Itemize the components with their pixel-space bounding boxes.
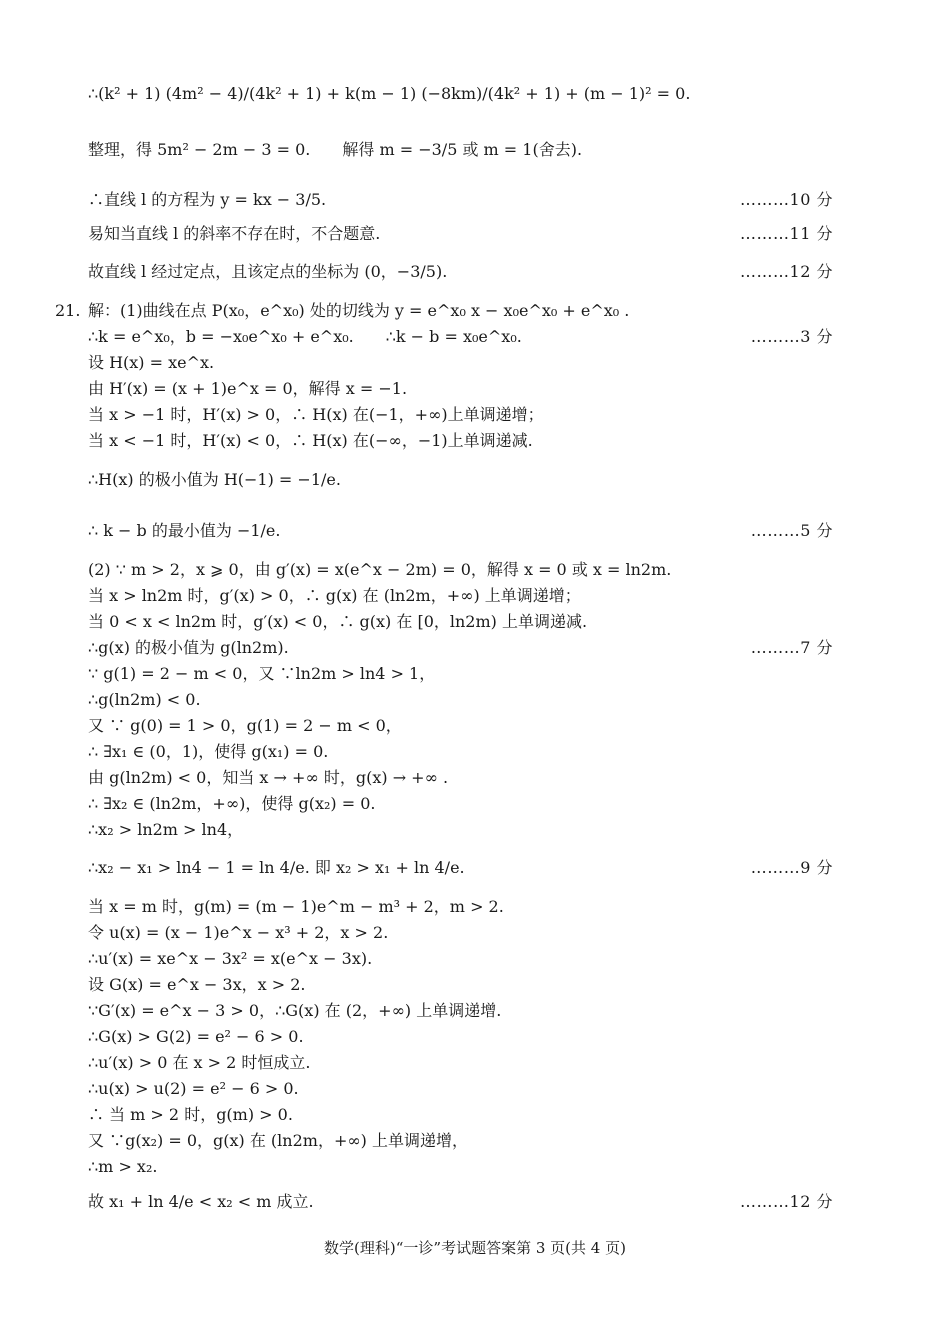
line-text: ∴u(x) > u(2) = e² − 6 > 0. [88, 1079, 299, 1098]
line-text: 故 x₁ + ln 4/e < x₂ < m 成立. [88, 1192, 314, 1211]
line-text: 当 x > −1 时，H′(x) > 0，∴ H(x) 在(−1，+∞)上单调递增； [88, 405, 544, 424]
line-text: 由 g(ln2m) < 0，知当 x → +∞ 时，g(x) → +∞ . [88, 768, 449, 787]
solution-line [88, 244, 833, 300]
line-text: ∴G(x) > G(2) = e² − 6 > 0. [88, 1027, 304, 1046]
line-text: ∴ k − b 的最小值为 −1/e. [88, 521, 281, 540]
line-text: 设 G(x) = e^x − 3x，x > 2. [88, 975, 306, 994]
score-marker: ………5 分 [750, 521, 833, 540]
score-marker: ………12 分 [740, 262, 833, 281]
solution-line [88, 66, 833, 122]
line-text: ∴k = e^x₀，b = −x₀e^x₀ + e^x₀. ∴k − b = x₀e^x₀. [88, 327, 522, 346]
line-text: ∴ ∃x₁ ∈ (0，1)，使得 g(x₁) = 0. [88, 742, 329, 761]
score-marker: ………12 分 [740, 1192, 833, 1211]
line-text: ∴ ∃x₂ ∈ (ln2m，+∞)，使得 g(x₂) = 0. [88, 794, 376, 813]
line-text: ∵ g(1) = 2 − m < 0，又 ∵ln2m > ln4 > 1， [88, 664, 436, 683]
score-marker: ………7 分 [750, 638, 833, 657]
solution-line [88, 122, 833, 178]
solution-line [88, 1174, 833, 1230]
score-marker: ………11 分 [740, 224, 833, 243]
line-text: ∴g(x) 的极小值为 g(ln2m). [88, 638, 289, 657]
line-text: ∴ 当 m > 2 时，g(m) > 0. [88, 1105, 293, 1124]
line-text: ∴x₂ > ln2m > ln4， [88, 820, 244, 839]
page-footer: 数学(理科)“一诊”考试题答案第 3 页(共 4 页) [324, 1239, 626, 1257]
line-text: 易知当直线 l 的斜率不存在时，不合题意. [88, 224, 381, 243]
question-number: 21. [55, 301, 81, 320]
line-text: 又 ∵ g(0) = 1 > 0，g(1) = 2 − m < 0， [88, 716, 402, 735]
line-text: ∴m > x₂. [88, 1157, 158, 1176]
line-text: ∴u′(x) > 0 在 x > 2 时恒成立. [88, 1053, 311, 1072]
line-text: 当 0 < x < ln2m 时，g′(x) < 0，∴ g(x) 在 [0，ln2m) 上单调递减. [88, 612, 588, 631]
line-text: ∴g(ln2m) < 0. [88, 690, 201, 709]
line-text: 整理，得 5m² − 2m − 3 = 0. 解得 m = −3/5 或 m = 1(舍去). [88, 140, 583, 159]
line-text: ∴x₂ − x₁ > ln4 − 1 = ln 4/e. 即 x₂ > x₁ + ln 4/e. [88, 858, 465, 877]
line-text: 当 x > ln2m 时，g′(x) > 0，∴ g(x) 在 (ln2m，+∞) 上单调递增； [88, 586, 581, 605]
score-marker: ………9 分 [750, 858, 833, 877]
line-text: 当 x < −1 时，H′(x) < 0，∴ H(x) 在(−∞，−1)上单调递减. [88, 431, 533, 450]
solution-line [88, 503, 833, 559]
solution-line [88, 172, 833, 228]
line-text: 当 x = m 时，g(m) = (m − 1)e^m − m³ + 2，m > 2. [88, 897, 504, 916]
score-marker: ………10 分 [740, 190, 833, 209]
line-text: ∴u′(x) = xe^x − 3x² = x(e^x − 3x). [88, 949, 373, 968]
solution-line [88, 840, 833, 896]
score-marker: ………3 分 [750, 327, 833, 346]
line-text: 令 u(x) = (x − 1)e^x − x³ + 2，x > 2. [88, 923, 389, 942]
solution-line [88, 452, 833, 508]
line-text: 由 H′(x) = (x + 1)e^x = 0，解得 x = −1. [88, 379, 408, 398]
line-text: ∴H(x) 的极小值为 H(−1) = −1/e. [88, 470, 341, 489]
line-text: ∴直线 l 的方程为 y = kx − 3/5. [88, 190, 327, 209]
line-text: ∵G′(x) = e^x − 3 > 0，∴G(x) 在 (2，+∞) 上单调递增. [88, 1001, 502, 1020]
line-text: (2) ∵ m > 2，x ⩾ 0，由 g′(x) = x(e^x − 2m) = 0，解得 x = 0 或 x = ln2m. [88, 560, 672, 579]
line-text: 设 H(x) = xe^x. [88, 353, 215, 372]
line-text: ∴(k² + 1) (4m² − 4)/(4k² + 1) + k(m − 1) (−8km)/(4k² + 1) + (m − 1)² = 0. [88, 84, 691, 103]
line-text: 故直线 l 经过定点，且该定点的坐标为 (0，−3/5). [88, 262, 448, 281]
line-text: 又 ∵g(x₂) = 0，g(x) 在 (ln2m，+∞) 上单调递增， [88, 1131, 469, 1150]
line-text: 解：(1)曲线在点 P(x₀，e^x₀) 处的切线为 y = e^x₀ x − x₀e^x₀ + e^x₀ . [88, 301, 630, 320]
